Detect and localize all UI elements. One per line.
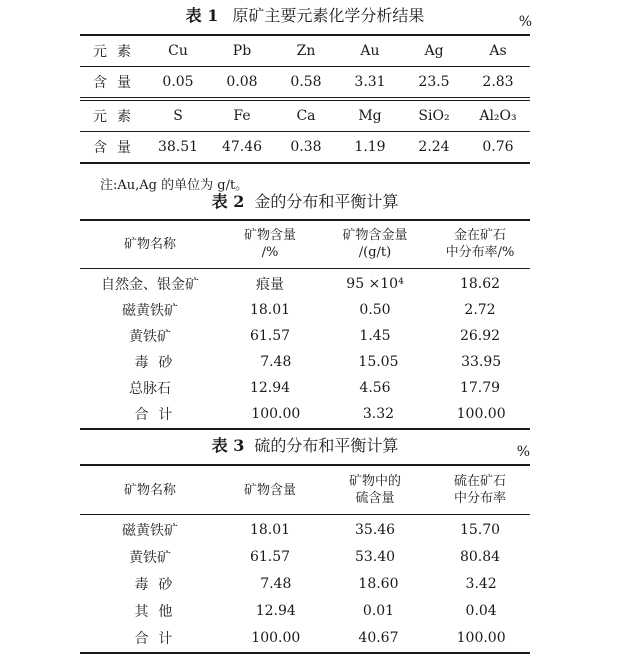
table3-total-row <box>80 624 530 651</box>
table2-cell: 黄铁矿 <box>129 329 171 345</box>
table1-cell: 47.46 <box>221 139 263 155</box>
table3-cell: 12.94 <box>255 602 296 619</box>
table3-row <box>80 543 530 570</box>
table1-cell: Zn <box>296 43 316 59</box>
table2-cell: 18.62 <box>459 276 501 292</box>
table3-title: 硫的分布和平衡计算 <box>254 436 399 455</box>
table2-cell: 12.94 <box>249 380 291 396</box>
table1-cell: 2.24 <box>418 139 450 155</box>
table1-cell: 23.5 <box>418 74 450 90</box>
table2-row <box>80 323 530 349</box>
table2-header-cell: 矿物名称 <box>123 236 176 252</box>
table2-cell: 1.45 <box>359 328 391 344</box>
table2-header-row <box>80 222 530 266</box>
table3-bottom-rule <box>80 652 530 654</box>
table2-header-cell: 金在矿石 中分布率/% <box>445 228 515 260</box>
table1-note: 注:Au,Ag 的单位为 g/t。 <box>100 178 249 193</box>
table3-cell: 100.00 <box>456 629 506 646</box>
table3-header-cell: 矿物名称 <box>123 482 176 498</box>
table3-cell: 35.46 <box>354 521 396 538</box>
table1-cell: Mg <box>358 108 382 124</box>
table1-cell: Al₂O₃ <box>479 108 517 124</box>
table3-cell: 0.04 <box>465 602 497 619</box>
table1-cell: 0.38 <box>290 139 322 155</box>
table1-cell: 1.19 <box>354 139 386 155</box>
table2-header-cell: 矿物含金量 /(g/t) <box>342 228 408 260</box>
table1-cell: 2.83 <box>482 74 514 90</box>
table1-cell: Ag <box>424 43 444 59</box>
table2-cell: 合计 <box>134 407 183 423</box>
table1-element-row-a <box>80 36 530 66</box>
table1-value-row-a <box>80 67 530 97</box>
table1-cell: 38.51 <box>157 139 199 155</box>
table1-title: 原矿主要元素化学分析结果 <box>232 6 425 25</box>
table3-cell: 15.70 <box>459 521 501 538</box>
table3-cell: 7.48 <box>260 575 292 592</box>
table3-cell: 61.57 <box>249 548 291 565</box>
table1-cell: Fe <box>233 108 251 124</box>
table2-bottom-rule <box>80 428 530 430</box>
table3-number: 表 3 <box>211 436 245 455</box>
table3-cell: 0.01 <box>362 602 395 619</box>
table2-cell: 100.00 <box>456 406 506 422</box>
table1-cell: Ca <box>296 108 316 124</box>
table1-cell: SiO₂ <box>418 108 450 124</box>
table1-cell: 0.05 <box>162 74 194 90</box>
table3-header-row <box>80 467 530 513</box>
table2-cell: 95 ×10⁴ <box>346 276 404 292</box>
table2-caption <box>80 190 530 214</box>
table1-element-row-b <box>80 101 530 131</box>
table2-cell: 自然金、银金矿 <box>101 277 199 293</box>
table1-header-cell: 含量 <box>93 75 141 91</box>
table1-rule <box>80 97 530 98</box>
table2-cell: 3.32 <box>362 406 395 422</box>
table3-cell: 合计 <box>134 630 183 647</box>
table2-header-cell: 矿物含量 /% <box>243 228 296 260</box>
table1-number: 表 1 <box>185 6 219 25</box>
table3-cell: 其他 <box>134 603 183 620</box>
table3-cell: 黄铁矿 <box>129 549 171 566</box>
table3-caption <box>80 434 530 458</box>
table3-row <box>80 597 530 624</box>
table3-cell: 80.84 <box>459 548 501 565</box>
table2-number: 表 2 <box>211 192 245 211</box>
table2-title: 金的分布和平衡计算 <box>254 192 399 211</box>
table1-cell: 0.58 <box>290 74 322 90</box>
table2-cell: 2.72 <box>464 302 496 318</box>
table2-cell: 4.56 <box>359 380 391 396</box>
table2-cell: 毒砂 <box>134 355 183 371</box>
table2-row <box>80 375 530 401</box>
table2-cell: 17.79 <box>459 380 501 396</box>
table3-cell: 18.60 <box>358 575 399 592</box>
table3-cell: 40.67 <box>358 629 399 646</box>
table1-header-cell: 元素 <box>93 109 141 125</box>
table3-header-cell: 矿物中的 硫含量 <box>348 474 401 506</box>
table1-header-cell: 含量 <box>93 140 141 156</box>
table1-bottom-rule <box>80 162 530 164</box>
table2-row <box>80 297 530 323</box>
table2-cell: 7.48 <box>260 354 292 370</box>
table2-cell: 0.50 <box>359 302 391 318</box>
table1-cell: Pb <box>232 43 252 59</box>
table2-cell: 33.95 <box>461 354 502 370</box>
table3-cell: 磁黄铁矿 <box>122 522 178 539</box>
table2-cell: 61.57 <box>249 328 291 344</box>
table2-header-rule <box>80 268 530 269</box>
table1-cell: Cu <box>168 43 188 59</box>
table1-unit: % <box>518 14 532 30</box>
table3-header-cell: 硫在矿石 中分布率 <box>453 474 506 506</box>
table1-cell: 0.76 <box>482 139 514 155</box>
table3-row <box>80 570 530 597</box>
table2-cell: 100.00 <box>251 406 301 422</box>
table2-cell: 痕量 <box>256 277 284 293</box>
table3-cell: 毒砂 <box>134 576 183 593</box>
table1-value-row-b <box>80 132 530 162</box>
table1-cell: S <box>173 108 183 124</box>
table1-cell: Au <box>360 43 380 59</box>
table3-row <box>80 516 530 543</box>
table3-cell: 100.00 <box>251 629 301 646</box>
table2-row <box>80 349 530 375</box>
table2-cell: 18.01 <box>249 302 291 318</box>
table1-cell: 0.08 <box>226 74 258 90</box>
table2-cell: 磁黄铁矿 <box>122 303 178 319</box>
table2-cell: 26.92 <box>459 328 501 344</box>
table3-cell: 18.01 <box>249 521 291 538</box>
table3-header-rule <box>80 514 530 515</box>
table3-cell: 3.42 <box>465 575 497 592</box>
table1-cell: 3.31 <box>354 74 386 90</box>
table3-top-rule <box>80 464 530 466</box>
table3-cell: 53.40 <box>354 548 396 565</box>
table3-unit: % <box>516 444 530 460</box>
table1-caption <box>80 4 530 28</box>
table3-header-cell: 矿物含量 <box>243 482 296 498</box>
table1-cell: As <box>489 43 507 59</box>
table2-total-row <box>80 401 530 427</box>
table2-cell: 总脉石 <box>129 381 171 397</box>
table2-cell: 15.05 <box>358 354 399 370</box>
table1-header-cell: 元素 <box>93 44 141 60</box>
table2-top-rule <box>80 219 530 221</box>
table2-row <box>80 271 530 297</box>
